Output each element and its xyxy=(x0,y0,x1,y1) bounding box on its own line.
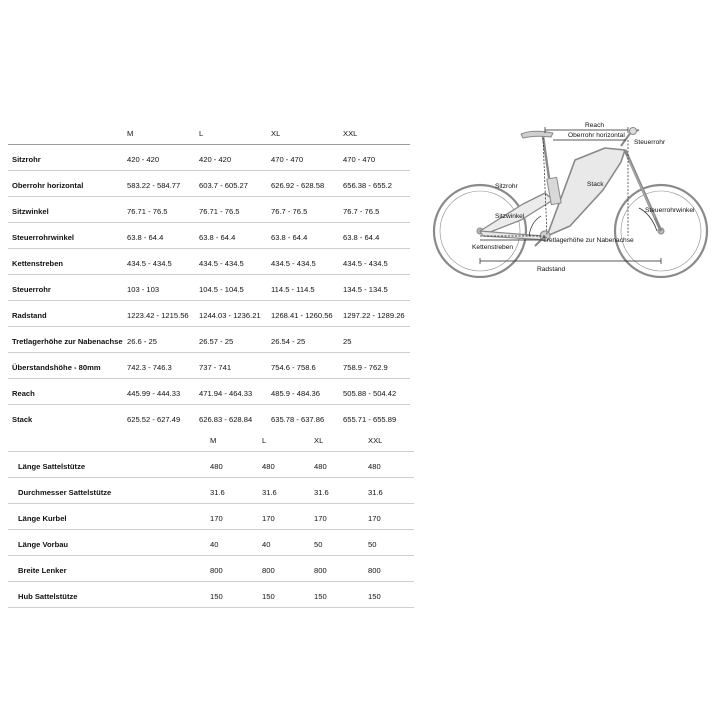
cell-xl: 626.92 - 628.58 xyxy=(271,181,325,190)
cell-m: 63.8 - 64.4 xyxy=(127,233,164,242)
row-label: Radstand xyxy=(12,311,47,320)
table-row xyxy=(8,275,410,301)
row-label: Überstandshöhe - 80mm xyxy=(12,363,101,372)
cell-m: 420 - 420 xyxy=(127,155,160,164)
cell-l: 170 xyxy=(262,514,275,523)
cell-xl: 114.5 - 114.5 xyxy=(271,285,315,294)
cell-l: 420 - 420 xyxy=(199,155,232,164)
cell-xl: 434.5 - 434.5 xyxy=(271,259,316,268)
row-label: Steuerrohrwinkel xyxy=(12,233,75,242)
size-header-l: L xyxy=(262,436,267,445)
row-label: Reach xyxy=(12,389,35,398)
size-header-m: M xyxy=(210,436,217,445)
cell-xxl: 434.5 - 434.5 xyxy=(343,259,388,268)
bike-geometry-diagram xyxy=(425,118,715,278)
table-row xyxy=(8,379,410,405)
diagram-label-stack: Stack xyxy=(587,181,604,188)
cell-xl: 754.6 - 758.6 xyxy=(271,363,316,372)
cell-xxl: 470 - 470 xyxy=(343,155,376,164)
cell-xxl: 150 xyxy=(368,592,381,601)
cell-xxl: 63.8 - 64.4 xyxy=(343,233,380,242)
cell-l: 40 xyxy=(262,540,271,549)
size-header-xl: XL xyxy=(314,436,324,445)
bike-diagram-svg xyxy=(425,118,715,278)
cell-xxl: 31.6 xyxy=(368,488,383,497)
cell-xxl: 76.7 - 76.5 xyxy=(343,207,380,216)
diagram-label-head-angle: Steuerrohrwinkel xyxy=(645,207,695,214)
cell-xxl: 758.9 - 762.9 xyxy=(343,363,388,372)
cell-xl: 31.6 xyxy=(314,488,329,497)
cell-m: 445.99 - 444.33 xyxy=(127,389,181,398)
table-row xyxy=(8,503,414,529)
row-label: Durchmesser Sattelstütze xyxy=(18,488,112,497)
table-row xyxy=(8,249,410,275)
row-label: Sitzrohr xyxy=(12,155,41,164)
row-label: Sitzwinkel xyxy=(12,207,49,216)
table-row xyxy=(8,353,410,379)
cell-xxl: 1297.22 - 1289.26 xyxy=(343,311,405,320)
cell-xl: 76.7 - 76.5 xyxy=(271,207,308,216)
cell-xl: 50 xyxy=(314,540,323,549)
size-header-xxl: XXL xyxy=(343,129,358,138)
diagram-label-wheelbase: Radstand xyxy=(537,266,566,273)
table-row xyxy=(8,301,410,327)
cell-xl: 26.54 - 25 xyxy=(271,337,306,346)
row-label: Tretlagerhöhe zur Nabenachse xyxy=(12,337,123,346)
row-label: Hub Sattelstütze xyxy=(18,592,78,601)
cell-xl: 63.8 - 64.4 xyxy=(271,233,308,242)
cell-m: 800 xyxy=(210,566,223,575)
row-label: Kettenstreben xyxy=(12,259,64,268)
diagram-label-bb-height: Tretlagerhöhe zur Nabenachse xyxy=(543,237,634,244)
cell-xxl: 50 xyxy=(368,540,377,549)
cell-m: 625.52 - 627.49 xyxy=(127,415,181,424)
table-row xyxy=(8,529,414,555)
cell-l: 26.57 - 25 xyxy=(199,337,234,346)
cell-m: 26.6 - 25 xyxy=(127,337,157,346)
cell-l: 104.5 - 104.5 xyxy=(199,285,244,294)
diagram-label-head-tube: Steuerrohr xyxy=(634,139,666,146)
cell-m: 583.22 - 584.77 xyxy=(127,181,181,190)
cell-m: 434.5 - 434.5 xyxy=(127,259,172,268)
cell-l: 76.71 - 76.5 xyxy=(199,207,240,216)
size-header-xxl: XXL xyxy=(368,436,383,445)
row-label: Steuerrohr xyxy=(12,285,51,294)
cell-l: 434.5 - 434.5 xyxy=(199,259,244,268)
cell-xxl: 480 xyxy=(368,462,381,471)
cell-m: 76.71 - 76.5 xyxy=(127,207,168,216)
table-row xyxy=(8,145,410,171)
diagram-label-seat-tube: Sitzrohr xyxy=(495,183,518,190)
table-row xyxy=(8,581,414,608)
cell-m: 480 xyxy=(210,462,223,471)
cell-m: 40 xyxy=(210,540,219,549)
size-header-xl: XL xyxy=(271,129,281,138)
row-label: Oberrohr horizontal xyxy=(12,181,84,190)
table-row xyxy=(8,451,414,477)
cell-m: 103 - 103 xyxy=(127,285,160,294)
table-row xyxy=(8,223,410,249)
cell-l: 603.7 - 605.27 xyxy=(199,181,248,190)
table-row xyxy=(8,171,410,197)
row-label: Länge Sattelstütze xyxy=(18,462,86,471)
cell-l: 480 xyxy=(262,462,275,471)
components-table xyxy=(8,427,414,608)
cell-xl: 485.9 - 484.36 xyxy=(271,389,320,398)
cell-m: 170 xyxy=(210,514,223,523)
diagram-label-reach: Reach xyxy=(585,122,605,129)
cell-xl: 480 xyxy=(314,462,327,471)
table-row xyxy=(8,197,410,223)
table-row xyxy=(8,555,414,581)
table-row xyxy=(8,477,414,503)
cell-xxl: 25 xyxy=(343,337,352,346)
cell-m: 742.3 - 746.3 xyxy=(127,363,172,372)
cell-l: 31.6 xyxy=(262,488,277,497)
table-row xyxy=(8,327,410,353)
cell-l: 63.8 - 64.4 xyxy=(199,233,236,242)
cell-xl: 800 xyxy=(314,566,327,575)
cell-xxl: 134.5 - 134.5 xyxy=(343,285,388,294)
cell-xxl: 655.71 - 655.89 xyxy=(343,415,397,424)
row-label: Breite Lenker xyxy=(18,566,67,575)
cell-xl: 635.78 - 637.86 xyxy=(271,415,325,424)
cell-xl: 150 xyxy=(314,592,327,601)
components-header-row xyxy=(8,427,414,451)
diagram-label-chainstay: Kettenstreben xyxy=(472,244,514,251)
cell-xxl: 800 xyxy=(368,566,381,575)
cell-xl: 170 xyxy=(314,514,327,523)
cell-m: 31.6 xyxy=(210,488,225,497)
geometry-header-row xyxy=(8,122,410,145)
cell-l: 737 - 741 xyxy=(199,363,232,372)
row-label: Stack xyxy=(12,415,33,424)
cell-m: 1223.42 - 1215.56 xyxy=(127,311,189,320)
diagram-label-seat-angle: Sitzwinkel xyxy=(495,213,525,220)
row-label: Länge Vorbau xyxy=(18,540,69,549)
cell-xxl: 170 xyxy=(368,514,381,523)
cell-l: 471.94 - 464.33 xyxy=(199,389,253,398)
cell-l: 150 xyxy=(262,592,275,601)
cell-l: 800 xyxy=(262,566,275,575)
cell-xxl: 505.88 - 504.42 xyxy=(343,389,397,398)
size-header-m: M xyxy=(127,129,134,138)
row-label: Länge Kurbel xyxy=(18,514,67,523)
cell-m: 150 xyxy=(210,592,223,601)
cell-l: 626.83 - 628.84 xyxy=(199,415,253,424)
cell-xxl: 656.38 - 655.2 xyxy=(343,181,392,190)
size-header-l: L xyxy=(199,129,204,138)
cell-l: 1244.03 - 1236.21 xyxy=(199,311,261,320)
geometry-table xyxy=(8,122,410,430)
diagram-label-top-tube: Oberrohr horizontal xyxy=(568,132,625,139)
cell-xl: 470 - 470 xyxy=(271,155,304,164)
cell-xl: 1268.41 - 1260.56 xyxy=(271,311,333,320)
